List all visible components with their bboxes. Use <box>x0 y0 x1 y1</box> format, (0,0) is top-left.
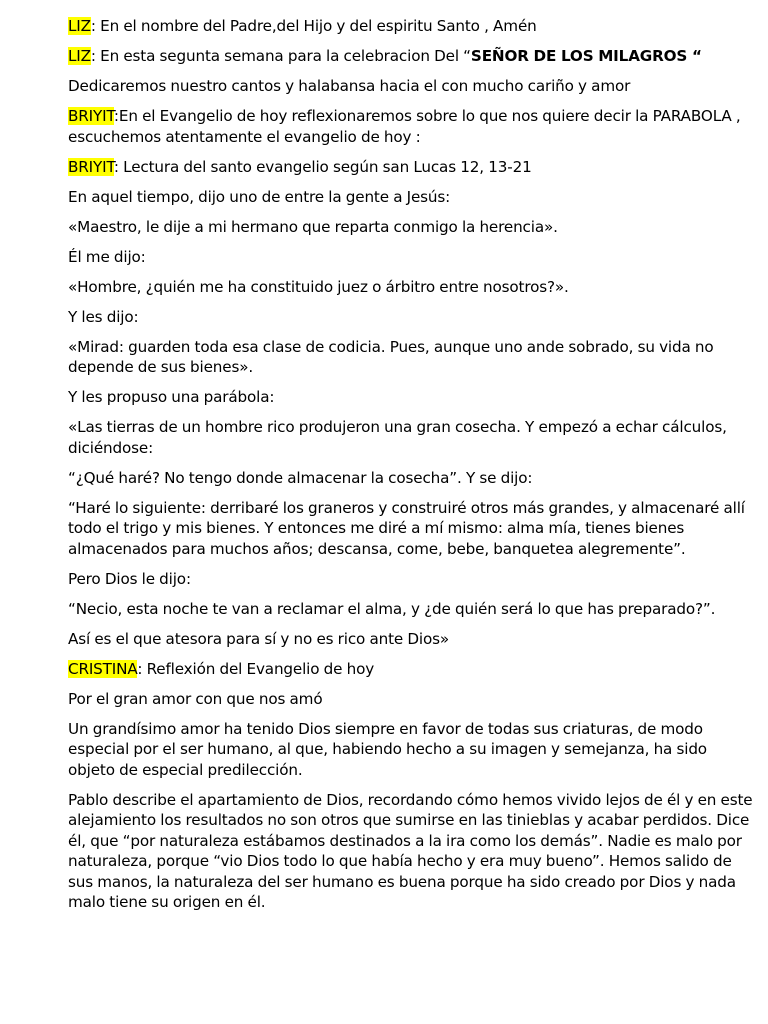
speaker-label: BRIYIT <box>68 157 114 176</box>
paragraph-text: En aquel tiempo, dijo uno de entre la gente a Jesús: <box>68 187 451 206</box>
paragraph-12 <box>68 387 754 408</box>
paragraph-text: «Hombre, ¿quién me ha constituido juez o árbitro entre nosotros?». <box>68 277 569 296</box>
paragraph-8 <box>68 247 754 268</box>
paragraph-17 <box>68 599 754 620</box>
paragraph-9 <box>68 277 754 298</box>
paragraph-text: Así es el que atesora para sí y no es rico ante Dios» <box>68 629 450 648</box>
paragraph-text: «Maestro, le dije a mi hermano que reparta conmigo la herencia». <box>68 217 558 236</box>
speaker-label: BRIYIT <box>68 107 114 125</box>
paragraph-22 <box>68 790 754 913</box>
paragraph-text: Pablo describe el apartamiento de Dios, recordando cómo hemos vivido lejos de él y en este alejamiento los resultados no son otros que sumirse en las tinieblas y acabar perdidos. Dice él, que “por naturaleza estábamos destinados a la ira como los demás”. Nadie es malo por naturaleza, porque “vio Dios todo lo que había hecho y era muy bueno”. Hemos salido de sus manos, la naturaleza del ser humano es buena porque ha sido creado por Dios y nada malo tiene su origen en él. <box>68 790 753 911</box>
paragraph-3 <box>68 76 754 97</box>
paragraph-2 <box>68 46 754 67</box>
paragraph-6 <box>68 187 754 208</box>
paragraph-7 <box>68 217 754 238</box>
paragraph-text: «Las tierras de un hombre rico produjeron una gran cosecha. Y empezó a echar cálculos, diciéndose: <box>68 418 727 457</box>
paragraph-text: Pero Dios le dijo: <box>68 569 191 588</box>
paragraph-16 <box>68 569 754 590</box>
paragraph-11 <box>68 337 754 378</box>
paragraph-4 <box>68 106 754 147</box>
paragraph-text: “Necio, esta noche te van a reclamar el alma, y ¿de quién será lo que has preparado?”. <box>68 599 716 618</box>
paragraph-text: Y les propuso una parábola: <box>68 388 275 406</box>
paragraph-text: «Mirad: guarden toda esa clase de codicia. Pues, aunque uno ande sobrado, su vida no depende de sus bienes». <box>68 337 714 376</box>
paragraph-13 <box>68 417 754 458</box>
paragraph-text: Y les dijo: <box>68 307 139 326</box>
speaker-label: LIZ <box>68 17 91 35</box>
paragraph-text: “¿Qué haré? No tengo donde almacenar la cosecha”. Y se dijo: <box>68 468 533 487</box>
paragraph-14 <box>68 468 754 489</box>
paragraph-text: : En el nombre del Padre,del Hijo y del espiritu Santo , Amén <box>90 17 537 35</box>
paragraph-text: :En el Evangelio de hoy reflexionaremos sobre lo que nos quiere decir la PARABOLA , escuchemos atentamente el evangelio de hoy : <box>68 107 741 146</box>
speaker-label: CRISTINA <box>68 659 138 678</box>
paragraph-text: : En esta segunta semana para la celebracion Del “ <box>90 47 471 65</box>
paragraph-5 <box>68 157 754 178</box>
paragraph-text: Dedicaremos nuestro cantos y halabansa hacia el con mucho cariño y amor <box>68 77 631 95</box>
paragraph-21 <box>68 719 754 781</box>
paragraph-10 <box>68 307 754 328</box>
paragraph-text: Él me dijo: <box>68 247 146 266</box>
paragraph-text: Por el gran amor con que nos amó <box>68 689 323 708</box>
paragraph-18 <box>68 629 754 650</box>
paragraph-text: Un grandísimo amor ha tenido Dios siempre en favor de todas sus criaturas, de modo especial por el ser humano, al que, habiendo hecho a su imagen y semejanza, ha sido objeto de especial predilección. <box>68 719 707 779</box>
paragraph-1 <box>68 16 754 37</box>
paragraph-20 <box>68 689 754 710</box>
paragraph-text: : Reflexión del Evangelio de hoy <box>137 659 375 678</box>
bold-title: SEÑOR DE LOS MILAGROS “ <box>470 47 702 65</box>
speaker-label: LIZ <box>68 47 91 65</box>
paragraph-text: “Haré lo siguiente: derribaré los graneros y construiré otros más grandes, y almacenaré allí todo el trigo y mis bienes. Y entonces me diré a mí mismo: alma mía, tienes bienes almacenados para muchos años; descansa, come, bebe, banquetea alegremente”. <box>68 498 745 558</box>
paragraph-15 <box>68 498 754 560</box>
paragraph-19 <box>68 659 754 680</box>
paragraph-text: : Lectura del santo evangelio según san Lucas 12, 13-21 <box>113 157 532 176</box>
